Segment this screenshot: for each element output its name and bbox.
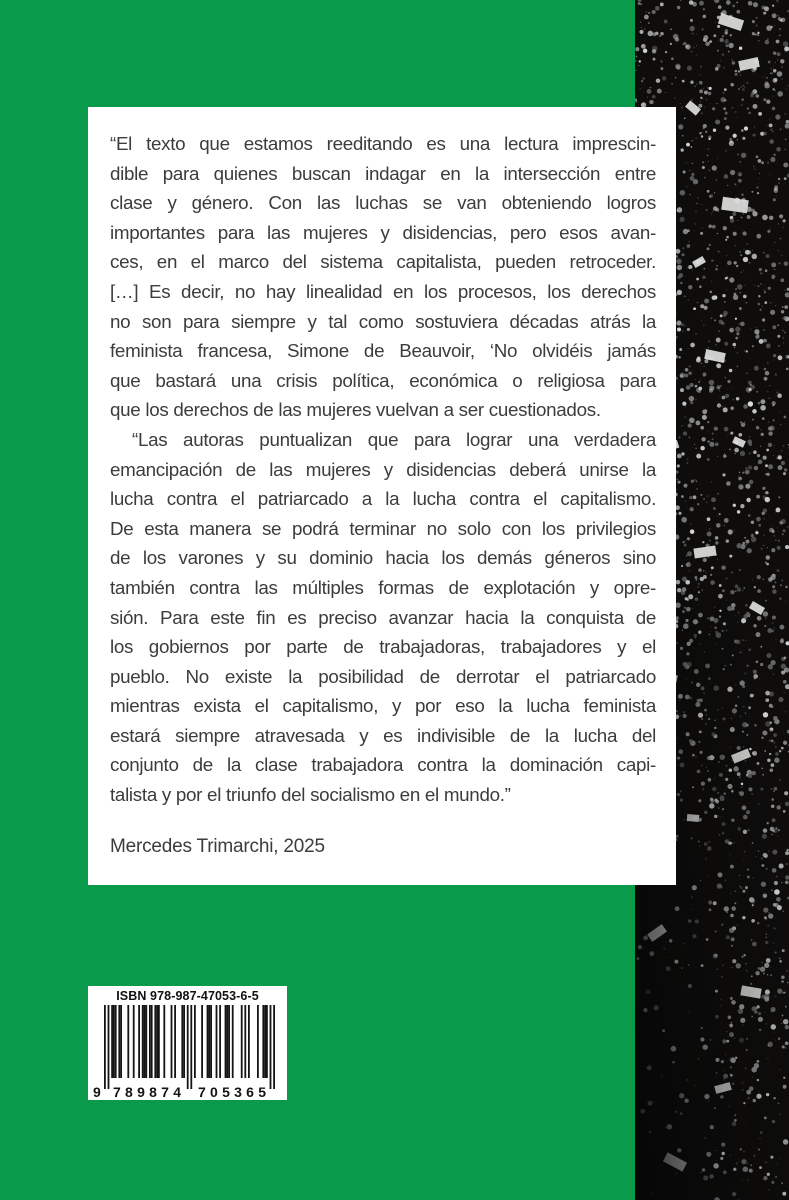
quote-line: lucha contra el patriarcado a la lucha contra el capitalismo.	[110, 488, 656, 510]
ean13-barcode	[92, 1005, 283, 1100]
quote-text	[110, 129, 656, 810]
quote-line: talista y por el triunfo del socialismo en el mundo.”	[110, 784, 511, 806]
attribution: Mercedes Trimarchi, 2025	[110, 835, 325, 857]
quote-line: de los varones y su dominio hacia los demás géneros sino	[110, 547, 656, 569]
quote-line: que los derechos de las mujeres vuelvan a ser cuestionados.	[110, 399, 601, 421]
barcode-digits: 9	[93, 1084, 101, 1100]
quote-line: “Las autoras puntualizan que para lograr una verdadera	[132, 428, 656, 450]
quote-line: feminista francesa, Simone de Beauvoir, ‘No olvidéis jamás	[110, 340, 656, 362]
barcode-digits: 705365	[198, 1084, 266, 1100]
quote-line: De esta manera se podrá terminar no solo con los privilegios	[110, 517, 656, 539]
quote-line: pueblo. No existe la posibilidad de derrotar el patriarcado	[110, 665, 656, 687]
quote-line: emancipación de las mujeres y disidencias deberá unirse la	[110, 458, 656, 480]
isbn-label: ISBN 978-987-47053-6-5	[116, 989, 259, 1003]
quote-line: no son para siempre y tal como sostuviera décadas atrás la	[110, 310, 656, 332]
barcode-digits: 789874	[113, 1084, 181, 1100]
quote-line: ces, en el marco del sistema capitalista, pueden retroceder.	[110, 251, 656, 273]
quote-line: “El texto que estamos reeditando es una lectura imprescin-	[110, 133, 656, 154]
quote-line: también contra las múltiples formas de explotación y opre-	[110, 576, 656, 598]
quote-line: conjunto de la clase trabajadora contra la dominación capi-	[110, 754, 656, 776]
quote-line: importantes para las mujeres y disidencias, pero esos avan-	[110, 221, 656, 243]
quote-line: sión. Para este fin es preciso avanzar hacia la conquista de	[110, 606, 656, 628]
quote-line: dible para quienes buscan indagar en la intersección entre	[110, 162, 656, 184]
quote-line: los gobiernos por parte de trabajadoras, trabajadores y el	[110, 636, 656, 658]
quote-line: clase y género. Con las luchas se van obteniendo logros	[110, 192, 656, 214]
quote-line: […] Es decir, no hay linealidad en los procesos, los derechos	[110, 280, 656, 302]
quote-line: mientras exista el capitalismo, y por eso la lucha feminista	[110, 695, 656, 717]
quote-line: estará siempre atravesada y es indivisible de la lucha del	[110, 724, 656, 746]
barcode-box	[88, 986, 287, 1100]
quote-line: que bastará una crisis política, económica o religiosa para	[110, 369, 656, 391]
quote-box	[88, 107, 676, 885]
